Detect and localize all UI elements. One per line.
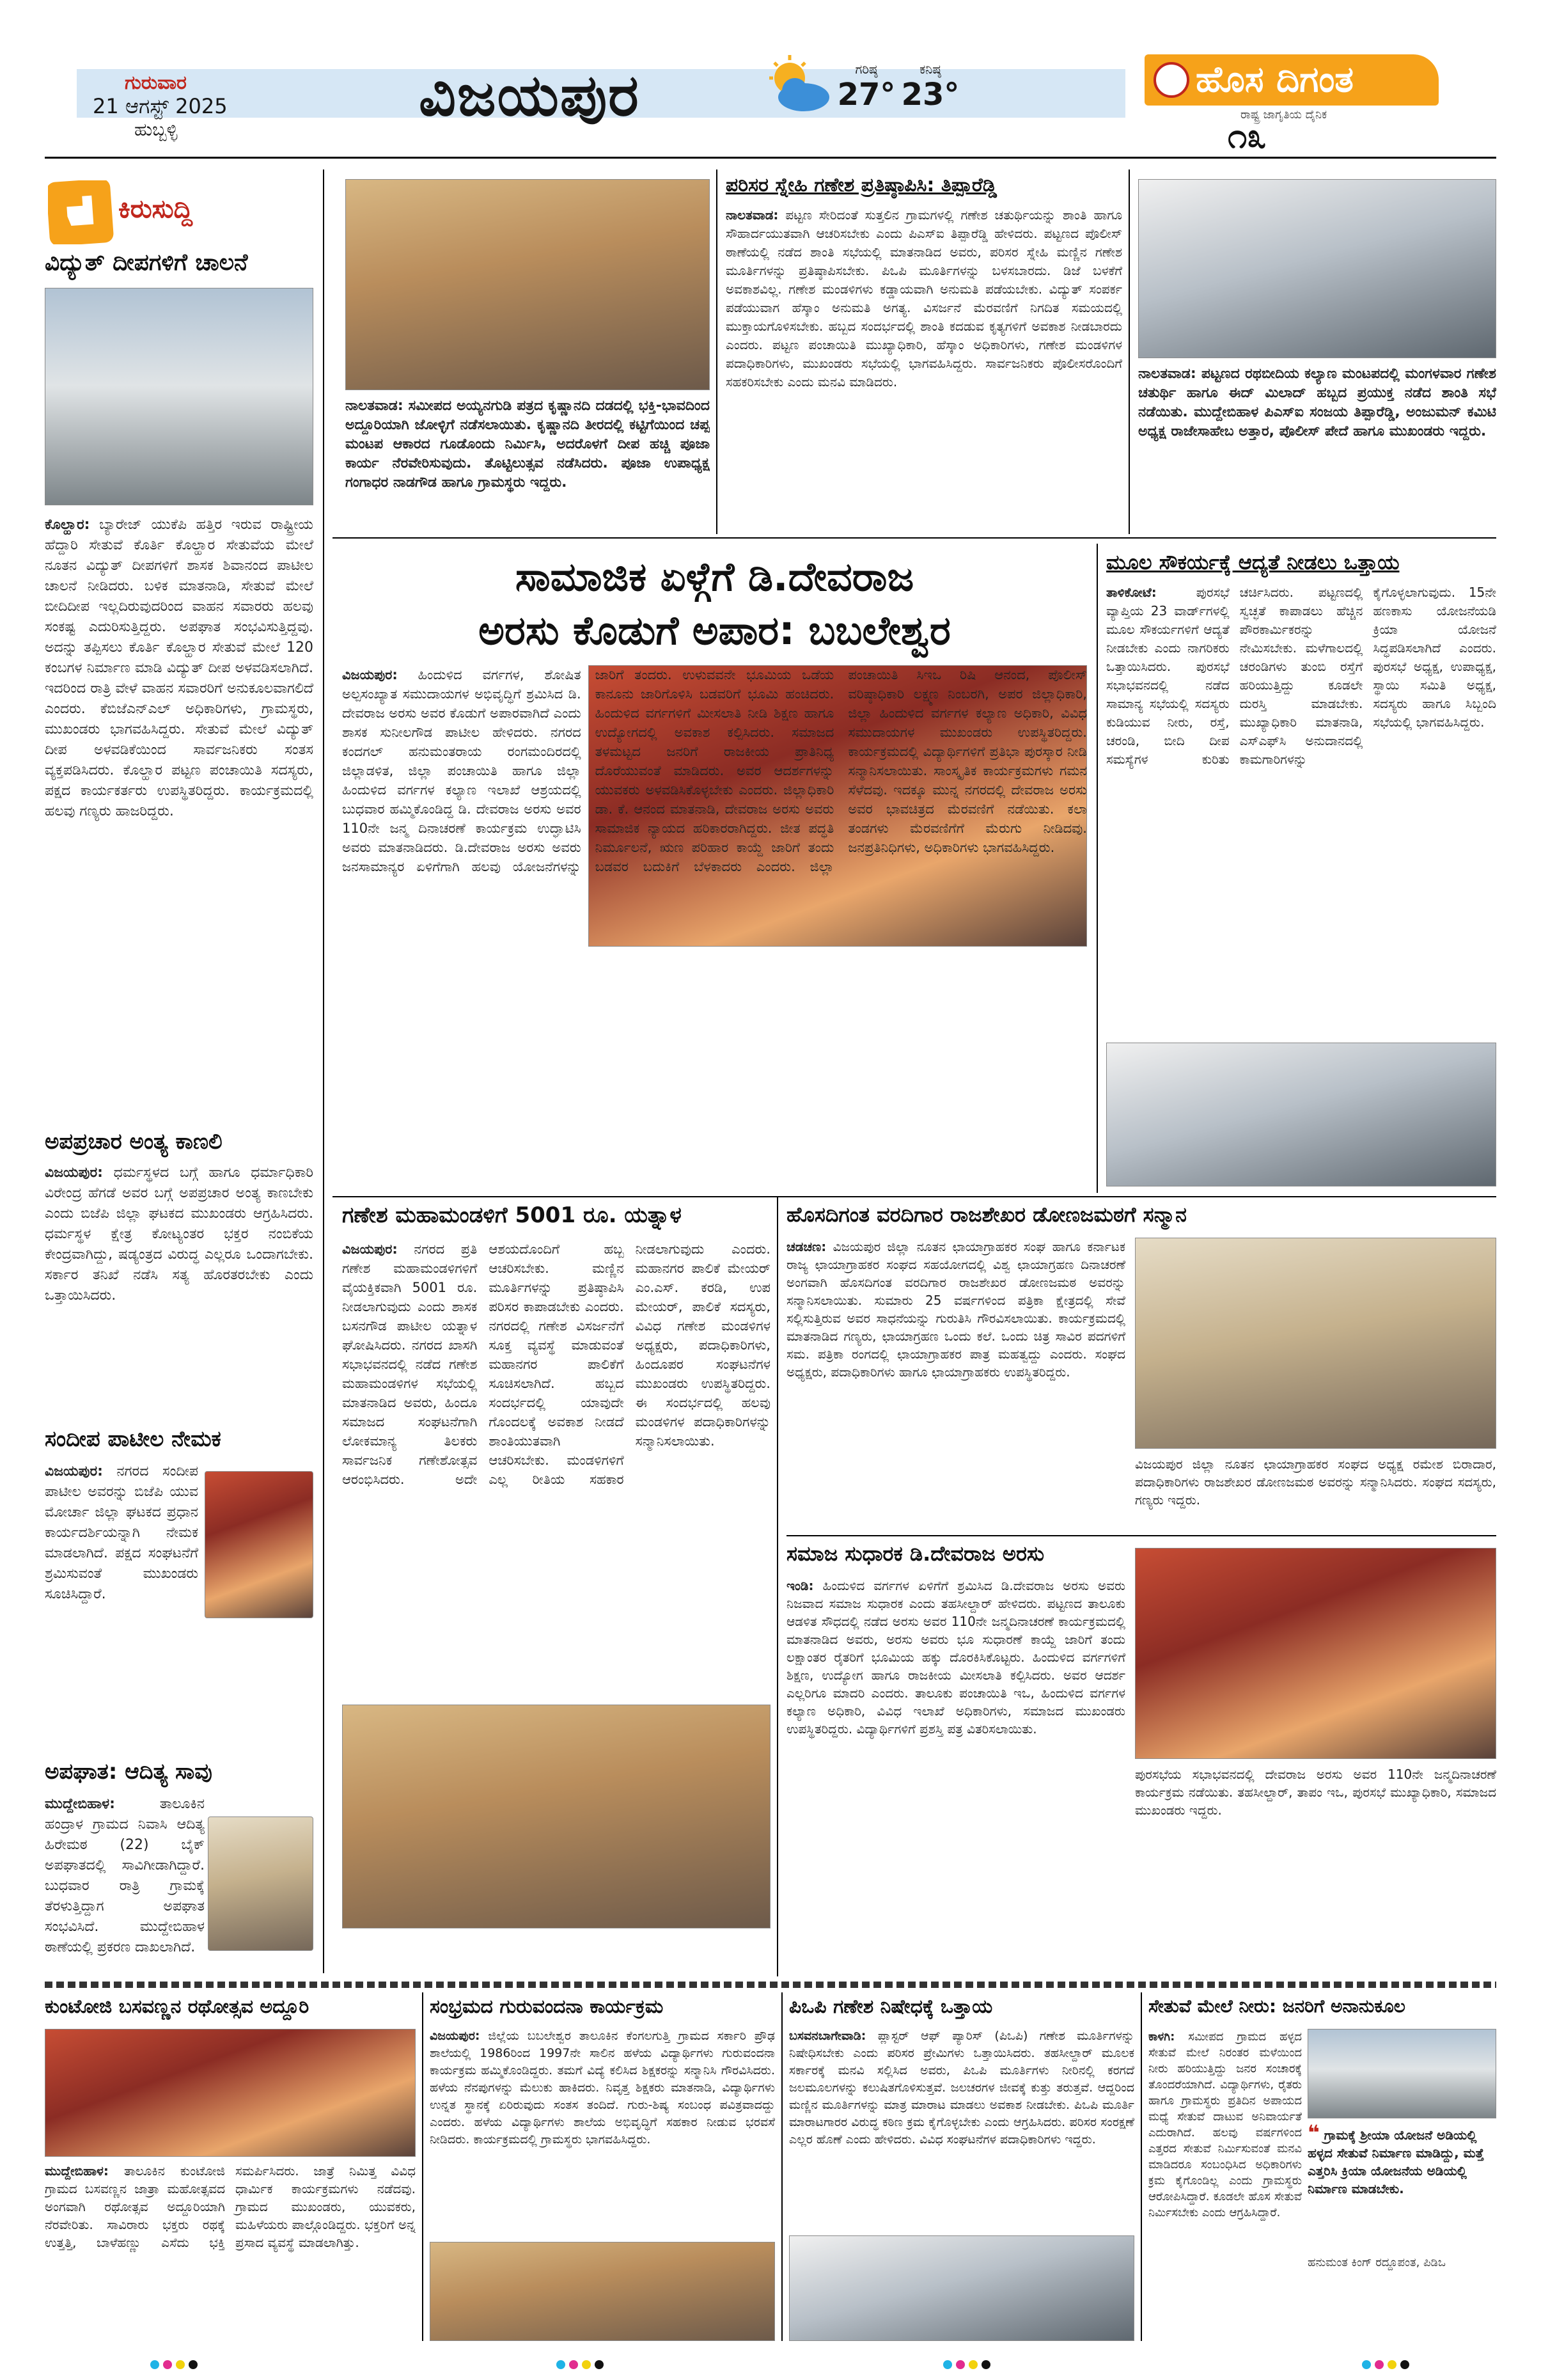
magenta-dot bbox=[163, 2360, 172, 2369]
top-right-caption: ನಾಲತವಾಡ: ಪಟ್ಟಣದ ರಥಬೀದಿಯ ಕಲ್ಯಾಣ ಮಂಟಪದಲ್ಲಿ ಮಂಗಳವಾರ ಗಣೇಶ ಚತುರ್ಥಿ ಹಾಗೂ ಈದ್ ಮಿಲಾದ್ ಹಬ್ಬದ ಪ್ರಯುಕ್ತ ನಡೆದ ಶಾಂತಿ ಸಭೆ ನಡೆಯಿತು. ಮುದ್ದೇಬಿಹಾಳ ಪಿಎಸ್ಐ ಸಂಜಯ ತಿಪ್ಪಾರೆಡ್ಡಿ, ಅಂಜುಮನ್ ಕಮಿಟಿ ಅಧ್ಯಕ್ಷ ರಾಜೇಸಾಹೇಬ ಅತ್ತಾರ, ಪೊಲೀಸ್ ಪೇದೆ ಹಾಗೂ ಮುಖಂಡರು ಇದ್ದರು. bbox=[1138, 366, 1496, 439]
ganesha-text: ವಿಜಯಪುರ: ನಗರದ ಪ್ರತಿ ಗಣೇಶ ಮಹಾಮಂಡಳಿಗಳಿಗೆ ವೈಯಕ್ತಿಕವಾಗಿ 5001 ರೂ. ನೀಡಲಾಗುವುದು ಎಂದು ಶಾಸಕ ಬಸನಗೌಡ ಪಾಟೀಲ ಯತ್ನಾಳ ಘೋಷಿಸಿದರು. ನಗರದ ಖಾಸಗಿ ಸಭಾಭವನದಲ್ಲಿ ನಡೆದ ಗಣೇಶ ಮಹಾಮಂಡಳಿಗಳ ಸಭೆಯಲ್ಲಿ ಮಾತನಾಡಿದ ಅವರು, ಹಿಂದೂ ಸಮಾಜದ ಸಂಘಟನೆಗಾಗಿ ಲೋಕಮಾನ್ಯ ತಿಲಕರು ಸಾರ್ವಜನಿಕ ಗಣೇಶೋತ್ಸವ ಆರಂಭಿಸಿದರು. ಅದೇ ಆಶಯದೊಂದಿಗೆ ಹಬ್ಬ ಆಚರಿಸಬೇಕು. ಮಣ್ಣಿನ ಮೂರ್ತಿಗಳನ್ನು ಪ್ರತಿಷ್ಠಾಪಿಸಿ ಪರಿಸರ ಕಾಪಾಡಬೇಕು ಎಂದರು. ನಗರದಲ್ಲಿ ಗಣೇಶ ವಿಸರ್ಜನೆಗೆ ಸೂಕ್ತ ವ್ಯವಸ್ಥೆ ಮಾಡುವಂತೆ ಮಹಾನಗರ ಪಾಲಿಕೆಗೆ ಸೂಚಿಸಲಾಗಿದೆ. ಹಬ್ಬದ ಸಂದರ್ಭದಲ್ಲಿ ಯಾವುದೇ ಗೊಂದಲಕ್ಕೆ ಅವಕಾಶ ನೀಡದೆ ಶಾಂತಿಯುತವಾಗಿ ಆಚರಿಸಬೇಕು. ಮಂಡಳಿಗಳಿಗೆ ಎಲ್ಲ ರೀತಿಯ ಸಹಕಾರ ನೀಡಲಾಗುವುದು ಎಂದರು. ಮಹಾನಗರ ಪಾಲಿಕೆ ಮೇಯರ್ ಎಂ.ಎಸ್. ಕರಡಿ, ಉಪ ಮೇಯರ್, ಪಾಲಿಕೆ ಸದಸ್ಯರು, ವಿವಿಧ ಗಣೇಶ ಮಂಡಳಿಗಳ ಅಧ್ಯಕ್ಷರು, ಪದಾಧಿಕಾರಿಗಳು, ಹಿಂದೂಪರ ಸಂಘಟನೆಗಳ ಮುಖಂಡರು ಉಪಸ್ಥಿತರಿದ್ದರು. ಈ ಸಂದರ್ಭದಲ್ಲಿ ಹಲವು ಮಂಡಳಿಗಳ ಪದಾಧಿಕಾರಿಗಳನ್ನು ಸನ್ಮಾನಿಸಲಾಯಿತು. bbox=[342, 1241, 770, 1487]
masthead-rule bbox=[45, 157, 1496, 159]
reformer-text: ಇಂಡಿ: ಹಿಂದುಳಿದ ವರ್ಗಗಳ ಏಳಿಗೆಗೆ ಶ್ರಮಿಸಿದ ಡಿ.ದೇವರಾಜ ಅರಸು ಅವರು ನಿಜವಾದ ಸಮಾಜ ಸುಧಾರಕ ಎಂದು ತಹಸೀಲ್ದಾರ್ ಹೇಳಿದರು. ಪಟ್ಟಣದ ತಾಲೂಕು ಆಡಳಿತ ಸೌಧದಲ್ಲಿ ನಡೆದ ಅರಸು ಅವರ 110ನೇ ಜನ್ಮದಿನಾಚರಣೆ ಕಾರ್ಯಕ್ರಮದಲ್ಲಿ ಮಾತನಾಡಿದ ಅವರು, ಅರಸು ಅವರು ಭೂ ಸುಧಾರಣೆ ಕಾಯ್ದೆ ಜಾರಿಗೆ ತಂದು ಲಕ್ಷಾಂತರ ರೈತರಿಗೆ ಭೂಮಿಯ ಹಕ್ಕು ದೊರಕಿಸಿಕೊಟ್ಟರು. ಹಿಂದುಳಿದ ವರ್ಗಗಳಿಗೆ ಶಿಕ್ಷಣ, ಉದ್ಯೋಗ ಹಾಗೂ ರಾಜಕೀಯ ಮೀಸಲಾತಿ ಕಲ್ಪಿಸಿದರು. ಅವರ ಆದರ್ಶ ಎಲ್ಲರಿಗೂ ಮಾದರಿ ಎಂದರು. ತಾಲೂಕು ಪಂಚಾಯಿತಿ ಇಒ, ಹಿಂದುಳಿದ ವರ್ಗಗಳ ಕಲ್ಯಾಣ ಅಧಿಕಾರಿ, ವಿವಿಧ ಇಲಾಖೆ ಅಧಿಕಾರಿಗಳು, ಸಮಾಜದ ಮುಖಂಡರು ಉಪಸ್ಥಿತರಿದ್ದರು. ವಿದ್ಯಾರ್ಥಿಗಳಿಗೆ ಪ್ರಶಸ್ತಿ ಪತ್ರ ವಿತರಿಸಲಾಯಿತು. bbox=[786, 1578, 1125, 1737]
pointing-hand-icon bbox=[48, 180, 114, 244]
honor-rule bbox=[786, 1535, 1496, 1536]
reformer-photo-caption: ಪುರಸಭೆಯ ಸಭಾಭವನದಲ್ಲಿ ದೇವರಾಜ ಅರಸು ಅವರ 110ನೇ ಜನ್ಮದಿನಾಚರಣೆ ಕಾರ್ಯಕ್ರಮ ನಡೆಯಿತು. ತಹಸೀಲ್ದಾರ್, ತಾಪಂ ಇಒ, ಪುರಸಭೆ ಮುಖ್ಯಾಧಿಕಾರಿ, ಸಮಾಜದ ಮುಖಂಡರು ಇದ್ದರು. bbox=[1135, 1767, 1496, 1818]
ganesha-meeting-photo bbox=[342, 1705, 770, 1928]
b4-photo bbox=[1308, 2029, 1496, 2118]
top-row-rule bbox=[332, 537, 1496, 539]
black-dot bbox=[189, 2360, 198, 2369]
registration-dots-4 bbox=[1362, 2360, 1420, 2373]
b4-quote-by: ಹನುಮಂತ ಕಿಂಗ್ ರದ್ದೂಪಂತ, ಪಿಡಿಒ bbox=[1308, 2256, 1446, 2269]
day-label: ಗುರುವಾರ bbox=[125, 72, 187, 94]
top-divider-1 bbox=[716, 169, 717, 534]
reformer-title: ಸಮಾಜ ಸುಧಾರಕ ಡಿ.ದೇವರಾಜ ಅರಸು bbox=[786, 1541, 1045, 1566]
b4-title: ಸೇತುವೆ ಮೇಲೆ ನೀರು: ಜನರಿಗೆ ಅನಾನುಕೂಲ bbox=[1148, 1996, 1405, 2017]
registration-dots-2 bbox=[556, 2360, 614, 2373]
s2-text: ವಿಜಯಪುರ: ಧರ್ಮಸ್ಥಳದ ಬಗ್ಗೆ ಹಾಗೂ ಧರ್ಮಾಧಿಕಾರಿ ವಿರೇಂದ್ರ ಹೆಗಡೆ ಅವರ ಬಗ್ಗೆ ಅಪಪ್ರಚಾರ ಅಂತ್ಯ ಕಾಣಬೇಕು ಎಂದು ಬಿಜೆಪಿ ಜಿಲ್ಲಾ ಘಟಕದ ಮುಖಂಡರು ಆಗ್ರಹಿಸಿದರು. ಧರ್ಮಸ್ಥಳ ಕ್ಷೇತ್ರ ಕೋಟ್ಯಂತರ ಭಕ್ತರ ನಂಬಿಕೆಯ ಕೇಂದ್ರವಾಗಿದ್ದು, ಷಡ್ಯಂತ್ರದ ವಿರುದ್ಧ ಎಲ್ಲರೂ ಒಂದಾಗಬೇಕು. ಸರ್ಕಾರ ತನಿಖೆ ನಡೆಸಿ ಸತ್ಯ ಹೊರತರಬೇಕು ಎಂದು ಒತ್ತಾಯಿಸಿದರು. bbox=[45, 1165, 313, 1304]
brand-logo-icon bbox=[1154, 62, 1189, 98]
b1-text: ಮುದ್ದೇಬಿಹಾಳ: ತಾಲೂಕಿನ ಕುಂಟೋಜಿ ಗ್ರಾಮದ ಬಸವಣ್ಣನ ಜಾತ್ರಾ ಮಹೋತ್ಸವದ ಅಂಗವಾಗಿ ರಥೋತ್ಸವ ಅದ್ದೂರಿಯಾಗಿ ನೆರವೇರಿತು. ಸಾವಿರಾರು ಭಕ್ತರು ರಥಕ್ಕೆ ಉತ್ತತ್ತಿ, ಬಾಳೆಹಣ್ಣು ಎಸೆದು ಭಕ್ತಿ ಸಮರ್ಪಿಸಿದರು. ಜಾತ್ರೆ ನಿಮಿತ್ತ ವಿವಿಧ ಧಾರ್ಮಿಕ ಕಾರ್ಯಕ್ರಮಗಳು ನಡೆದವು. ಗ್ರಾಮದ ಮುಖಂಡರು, ಯುವಕರು, ಮಹಿಳೆಯರು ಪಾಲ್ಗೊಂಡಿದ್ದರು. ಭಕ್ತರಿಗೆ ಅನ್ನ ಪ್ರಸಾದ ವ್ಯವಸ್ಥೆ ಮಾಡಲಾಗಿತ್ತು. bbox=[45, 2163, 416, 2250]
page-number: ೧೩ bbox=[1228, 116, 1267, 156]
yellow-dot bbox=[176, 2360, 185, 2369]
bottom-divider-2 bbox=[781, 1992, 783, 2341]
s1-text: ಕೊಲ್ಹಾರ: ಬ್ಯಾರೇಜ್ ಯುಕೆಪಿ ಹತ್ತಿರ ಇರುವ ರಾಷ್ಟ್ರೀಯ ಹೆದ್ದಾರಿ ಸೇತುವೆ ಕೊರ್ತಿ ಕೊಲ್ಹಾರ ಸೇತುವೆಯ ಮೇಲೆ ನೂತನ ವಿದ್ಯುತ್ ದೀಪಗಳಿಗೆ ಶಾಸಕ ಶಿವಾನಂದ ಪಾಟೀಲ ಚಾಲನೆ ನೀಡಿದರು. ಬಳಿಕ ಮಾತನಾಡಿ, ಸೇತುವೆ ಮೇಲೆ ಬೀದಿದೀಪ ಇಲ್ಲದಿರುವುದರಿಂದ ವಾಹನ ಸವಾರರು ಹಲವು ಸಂಕಷ್ಟ ಎದುರಿಸುತ್ತಿದ್ದರು. ಅಪಘಾತ ಸಂಭವಿಸುತ್ತಿದ್ದವು. ಅದನ್ನು ತಪ್ಪಿಸಲು ಕೊರ್ತಿ ಕೊಲ್ಹಾರ ಸೇತುವೆ ಮೇಲೆ 120 ಕಂಬಗಳ ನಿರ್ಮಾಣ ಮಾಡಿ ವಿದ್ಯುತ್ ದೀಪ ಅಳವಡಿಸಲಾಗಿದೆ. ಇದರಿಂದ ರಾತ್ರಿ ವೇಳೆ ವಾಹನ ಸವಾರರಿಗೆ ಅನುಕೂಲವಾಗಲಿದೆ ಎಂದರು. ಕೆಬಿಜೆಎನ್ಎಲ್ ಅಧಿಕಾರಿಗಳು, ಗ್ರಾಮಸ್ಥರು, ಮುಖಂಡರು ಭಾಗವಹಿಸಿದ್ದರು. ಸೇತುವೆ ಮೇಲೆ ವಿದ್ಯುತ್ ದೀಪ ಅಳವಡಿಕೆಯಿಂದ ಸಾರ್ವಜನಿಕರು ಸಂತಸ ವ್ಯಕ್ತಪಡಿಸಿದರು. ಕೊಲ್ಹಾರ ಪಟ್ಟಣ ಪಂಚಾಯಿತಿ ಸದಸ್ಯರು, ಪಕ್ಷದ ಕಾರ್ಯಕರ್ತರು ಉಪಸ್ಥಿತರಿದ್ದರು. ಕಾರ್ಯಕ್ರಮದಲ್ಲಿ ಹಲವು ಗಣ್ಯರು ಹಾಜರಿದ್ದರು. bbox=[45, 517, 313, 819]
s3-text: ವಿಜಯಪುರ: ನಗರದ ಸಂದೀಪ ಪಾಟೀಲ ಅವರನ್ನು ಬಿಜೆಪಿ ಯುವ ಮೋರ್ಚಾ ಜಿಲ್ಲಾ ಘಟಕದ ಪ್ರಧಾನ ಕಾರ್ಯದರ್ಶಿಯನ್ನಾಗಿ ನೇಮಕ ಮಾಡಲಾಗಿದೆ. ಪಕ್ಷದ ಸಂಘಟನೆಗೆ ಶ್ರಮಿಸುವಂತೆ ಮುಖಂಡರು ಸೂಚಿಸಿದ್ದಾರೆ. bbox=[45, 1463, 198, 1602]
quote-icon: ❝ bbox=[1308, 2124, 1320, 2145]
s1-title: ವಿದ್ಯುತ್ ದೀಪಗಳಿಗೆ ಚಾಲನೆ bbox=[45, 249, 248, 276]
b2-photo bbox=[430, 2242, 775, 2341]
b3-title: ಪಿಒಪಿ ಗಣೇಶ ನಿಷೇಧಕ್ಕೆ ಒತ್ತಾಯ bbox=[789, 1996, 993, 2018]
weather-icon bbox=[764, 51, 834, 122]
s3-title: ಸಂದೀಪ ಪಾಟೀಲ ನೇಮಕ bbox=[45, 1426, 221, 1452]
top-right-photo bbox=[1138, 179, 1496, 358]
right-text: ತಾಳಿಕೋಟೆ: ಪುರಸಭೆ ವ್ಯಾಪ್ತಿಯ 23 ವಾರ್ಡ್‌ಗಳಲ್ಲಿ ಮೂಲ ಸೌಕರ್ಯಗಳಿಗೆ ಆದ್ಯತೆ ನೀಡಬೇಕು ಎಂದು ನಾಗರಿಕರು ಒತ್ತಾಯಿಸಿದರು. ಪುರಸಭೆ ಸಭಾಭವನದಲ್ಲಿ ನಡೆದ ಸಾಮಾನ್ಯ ಸಭೆಯಲ್ಲಿ ಸದಸ್ಯರು ಕುಡಿಯುವ ನೀರು, ರಸ್ತೆ, ಚರಂಡಿ, ಬೀದಿ ದೀಪ ಸಮಸ್ಯೆಗಳ ಕುರಿತು ಚರ್ಚಿಸಿದರು. ಪಟ್ಟಣದಲ್ಲಿ ಸ್ವಚ್ಛತೆ ಕಾಪಾಡಲು ಹೆಚ್ಚಿನ ಪೌರಕಾರ್ಮಿಕರನ್ನು ನೇಮಿಸಬೇಕು. ಮಳೆಗಾಲದಲ್ಲಿ ಚರಂಡಿಗಳು ತುಂಬಿ ರಸ್ತೆಗೆ ಹರಿಯುತ್ತಿದ್ದು ಕೂಡಲೇ ದುರಸ್ತಿ ಮಾಡಬೇಕು. ಮುಖ್ಯಾಧಿಕಾರಿ ಮಾತನಾಡಿ, ಎಸ್‌ಎಫ್‌ಸಿ ಅನುದಾನದಲ್ಲಿ ಕಾಮಗಾರಿಗಳನ್ನು ಕೈಗೊಳ್ಳಲಾಗುವುದು. 15ನೇ ಹಣಕಾಸು ಯೋಜನೆಯಡಿ ಕ್ರಿಯಾ ಯೋಜನೆ ಸಿದ್ಧಪಡಿಸಲಾಗಿದೆ ಎಂದರು. ಪುರಸಭೆ ಅಧ್ಯಕ್ಷ, ಉಪಾಧ್ಯಕ್ಷ, ಸ್ಥಾಯಿ ಸಮಿತಿ ಅಧ್ಯಕ್ಷ, ಸದಸ್ಯರು ಹಾಗೂ ಸಿಬ್ಬಂದಿ ಸಭೆಯಲ್ಲಿ ಭಾಗವಹಿಸಿದ್ದರು. bbox=[1106, 585, 1496, 767]
temp-max: ಗರಿಷ್ಠ 27° bbox=[837, 61, 896, 113]
registration-dots-1 bbox=[150, 2360, 208, 2373]
main-title-line-1: ಸಾಮಾಜಿಕ ಏಳ್ಗೆಗೆ ಡಿ.ದೇವರಾಜ bbox=[515, 553, 914, 600]
mid-title: ಪರಿಸರ ಸ್ನೇಹಿ ಗಣೇಶ ಪ್ರತಿಷ್ಠಾಪಿಸಿ: ತಿಪ್ಪಾರೆಡ್ಡಿ bbox=[726, 174, 997, 196]
ganesha-divider bbox=[777, 1196, 778, 1976]
city-title: ವಿಜಯಪುರ bbox=[419, 62, 640, 129]
b4-quote: ❝ ಗ್ರಾಮಕ್ಕೆ ಶ್ರೀಯಾ ಯೋಜನೆ ಅಡಿಯಲ್ಲಿ ಹಳ್ಳದ ಸೇತುವೆ ನಿರ್ಮಾಣ ಮಾಡಿದ್ದು, ಮತ್ತೆ ಎತ್ತರಿಸಿ ಕ್ರಿಯಾ ಯೋಜನೆಯ ಅಡಿಯಲ್ಲಿ ನಿರ್ಮಾಣ ಮಾಡಬೇಕು. bbox=[1308, 2124, 1496, 2251]
right-title: ಮೂಲ ಸೌಕರ್ಯಕ್ಕೆ ಆದ್ಯತೆ ನೀಡಲು ಒತ್ತಾಯ bbox=[1106, 550, 1400, 574]
b1-photo bbox=[45, 2029, 416, 2157]
bottom-divider-1 bbox=[422, 1992, 423, 2341]
b3-photo bbox=[789, 2235, 1134, 2341]
brand-sub: ರಾಷ್ಟ್ರ ಜಾಗೃತಿಯ ದೈನಿಕ bbox=[1240, 108, 1327, 122]
bridge-lights-photo bbox=[45, 288, 313, 505]
s2-title: ಅಪಪ್ರಚಾರ ಅಂತ್ಯ ಕಾಣಲಿ bbox=[45, 1129, 223, 1155]
mid-text: ನಾಲತವಾಡ: ಪಟ್ಟಣ ಸೇರಿದಂತೆ ಸುತ್ತಲಿನ ಗ್ರಾಮಗಳಲ್ಲಿ ಗಣೇಶ ಚತುರ್ಥಿಯನ್ನು ಶಾಂತಿ ಹಾಗೂ ಸೌಹಾರ್ದಯುತವಾಗಿ ಆಚರಿಸಬೇಕು ಎಂದು ಪಿಎಸ್ಐ ತಿಪ್ಪಾರೆಡ್ಡಿ ಹೇಳಿದರು. ಪಟ್ಟಣದ ಪೊಲೀಸ್ ಠಾಣೆಯಲ್ಲಿ ನಡೆದ ಶಾಂತಿ ಸಭೆಯಲ್ಲಿ ಮಾತನಾಡಿದ ಅವರು, ಪರಿಸರ ಸ್ನೇಹಿ ಮಣ್ಣಿನ ಗಣೇಶ ಮೂರ್ತಿಗಳನ್ನು ಪ್ರತಿಷ್ಠಾಪಿಸಬೇಕು. ಪಿಒಪಿ ಮೂರ್ತಿಗಳನ್ನು ಬಳಸಬಾರದು. ಡಿಜೆ ಬಳಕೆಗೆ ಅವಕಾಶವಿಲ್ಲ. ಗಣೇಶ ಮಂಡಳಿಗಳು ಕಡ್ಡಾಯವಾಗಿ ಅನುಮತಿ ಪಡೆಯಬೇಕು. ವಿದ್ಯುತ್ ಸಂಪರ್ಕ ಪಡೆಯುವಾಗ ಹೆಸ್ಕಾಂ ಅನುಮತಿ ಅಗತ್ಯ. ವಿಸರ್ಜನೆ ಮೆರವಣಿಗೆ ನಿಗದಿತ ಸಮಯದಲ್ಲಿ ಮುಕ್ತಾಯಗೊಳಿಸಬೇಕು. ಹಬ್ಬದ ಸಂದರ್ಭದಲ್ಲಿ ಶಾಂತಿ ಕದಡುವ ಕೃತ್ಯಗಳಿಗೆ ಅವಕಾಶ ನೀಡಬಾರದು ಎಂದರು. ಪಟ್ಟಣ ಪಂಚಾಯಿತಿ ಮುಖ್ಯಾಧಿಕಾರಿ, ಹೆಸ್ಕಾಂ ಅಧಿಕಾರಿಗಳು, ಗಣೇಶ ಮಂಡಳಿಗಳ ಪದಾಧಿಕಾರಿಗಳು, ಮುಖಂಡರು ಸಭೆಯಲ್ಲಿ ಭಾಗವಹಿಸಿದ್ದರು. ಸಾರ್ವಜನಿಕರು ಪೊಲೀಸರೊಂದಿಗೆ ಸಹಕರಿಸಬೇಕು ಎಂದು ಮನವಿ ಮಾಡಿದರು. bbox=[726, 207, 1122, 390]
aditya-portrait bbox=[208, 1817, 313, 1951]
date-label: 21 ಆಗಸ್ಟ್ 2025 bbox=[93, 94, 228, 118]
middle-row-rule bbox=[332, 1196, 1496, 1197]
main-headline bbox=[342, 550, 1087, 659]
s4-text: ಮುದ್ದೇಬಿಹಾಳ: ತಾಲೂಕಿನ ಹಂದ್ರಾಳ ಗ್ರಾಮದ ನಿವಾಸಿ ಆದಿತ್ಯ ಹಿರೇಮಠ (22) ಬೈಕ್ ಅಪಘಾತದಲ್ಲಿ ಸಾವಿಗೀಡಾಗಿದ್ದಾರೆ. ಬುಧವಾರ ರಾತ್ರಿ ಗ್ರಾಮಕ್ಕೆ ತೆರಳುತ್ತಿದ್ದಾಗ ಅಪಘಾತ ಸಂಭವಿಸಿದೆ. ಮುದ್ದೇಬಿಹಾಳ ಠಾಣೆಯಲ್ಲಿ ಪ್ರಕರಣ ದಾಖಲಾಗಿದೆ. bbox=[45, 1796, 205, 1955]
main-title-line-2: ಅರಸು ಕೊಡುಗೆ ಅಪಾರ: ಬಬಲೇಶ್ವರ bbox=[478, 607, 951, 654]
top-left-caption: ನಾಲತವಾಡ: ಸಮೀಪದ ಅಯ್ಯನಗುಡಿ ಪತ್ರದ ಕೃಷ್ಣಾನದಿ ದಡದಲ್ಲಿ ಭಕ್ತಿ-ಭಾವದಿಂದ ಅದ್ದೂರಿಯಾಗಿ ಜೋಳ್ಳಿಗೆ ನಡೆಸಲಾಯಿತು. ಕೃಷ್ಣಾನದಿ ತೀರದಲ್ಲಿ ಕಟ್ಟಿಗೆಯಿಂದ ಚಪ್ಪ ಮಂಟಪ ಆಕಾರದ ಗೂಡೊಂದು ನಿರ್ಮಿಸಿ, ಅದರೊಳಗೆ ದೀಪ ಹಚ್ಚಿ ಪೂಜಾ ಕಾರ್ಯ ನೆರವೇರಿಸುವುದು. ತೊಟ್ಟಿಲುತ್ಸವ ನಡೆಸಿದರು. ಪೂಜಾ ಉಪಾಧ್ಯಕ್ಷ ಗಂಗಾಧರ ನಾಡಗೌಡ ಹಾಗೂ ಗ್ರಾಮಸ್ಥರು ಇದ್ದರು. bbox=[345, 398, 710, 491]
right-meeting-photo bbox=[1106, 1043, 1496, 1186]
main-text: ವಿಜಯಪುರ: ಹಿಂದುಳಿದ ವರ್ಗಗಳ, ಶೋಷಿತ ಅಲ್ಪಸಂಖ್ಯಾತ ಸಮುದಾಯಗಳ ಅಭಿವೃದ್ಧಿಗೆ ಶ್ರಮಿಸಿದ ಡಿ. ದೇವರಾಜ ಅರಸು ಅವರ ಕೊಡುಗೆ ಅಪಾರವಾಗಿದೆ ಎಂದು ಶಾಸಕ ಸುನೀಲಗೌಡ ಪಾಟೀಲ ಹೇಳಿದರು. ನಗರದ ಕಂದಗಲ್ ಹನುಮಂತರಾಯ ರಂಗಮಂದಿರದಲ್ಲಿ ಜಿಲ್ಲಾಡಳಿತ, ಜಿಲ್ಲಾ ಪಂಚಾಯಿತಿ ಹಾಗೂ ಜಿಲ್ಲಾ ಹಿಂದುಳಿದ ವರ್ಗಗಳ ಕಲ್ಯಾಣ ಇಲಾಖೆ ಆಶ್ರಯದಲ್ಲಿ ಬುಧವಾರ ಹಮ್ಮಿಕೊಂಡಿದ್ದ ಡಿ. ದೇವರಾಜ ಅರಸು ಅವರ 110ನೇ ಜನ್ಮ ದಿನಾಚರಣೆ ಕಾರ್ಯಕ್ರಮ ಉದ್ಘಾಟಿಸಿ ಅವರು ಮಾತನಾಡಿದರು. ಡಿ.ದೇವರಾಜ ಅರಸು ಅವರು ಜನಸಾಮಾನ್ಯರ ಏಳಿಗೆಗಾಗಿ ಹಲವು ಯೋಜನೆಗಳನ್ನು ಜಾರಿಗೆ ತಂದರು. ಉಳುವವನೇ ಭೂಮಿಯ ಒಡೆಯ ಕಾನೂನು ಜಾರಿಗೊಳಿಸಿ ಬಡವರಿಗೆ ಭೂಮಿ ಹಂಚಿದರು. ಹಿಂದುಳಿದ ವರ್ಗಗಳಿಗೆ ಮೀಸಲಾತಿ ನೀಡಿ ಶಿಕ್ಷಣ ಹಾಗೂ ಉದ್ಯೋಗದಲ್ಲಿ ಅವಕಾಶ ಕಲ್ಪಿಸಿದರು. ಸಮಾಜದ ತಳಮಟ್ಟದ ಜನರಿಗೆ ರಾಜಕೀಯ ಪ್ರಾತಿನಿಧ್ಯ ದೊರೆಯುವಂತೆ ಮಾಡಿದರು. ಅವರ ಆದರ್ಶಗಳನ್ನು ಯುವಕರು ಅಳವಡಿಸಿಕೊಳ್ಳಬೇಕು ಎಂದರು. ಜಿಲ್ಲಾಧಿಕಾರಿ ಡಾ. ಕೆ. ಆನಂದ ಮಾತನಾಡಿ, ದೇವರಾಜ ಅರಸು ಅವರು ಸಾಮಾಜಿಕ ನ್ಯಾಯದ ಹರಿಕಾರರಾಗಿದ್ದರು. ಜೀತ ಪದ್ಧತಿ ನಿರ್ಮೂಲನೆ, ಋಣ ಪರಿಹಾರ ಕಾಯ್ದೆ ಜಾರಿಗೆ ತಂದು ಬಡವರ ಬದುಕಿಗೆ ಬೆಳಕಾದರು ಎಂದರು. ಜಿಲ್ಲಾ ಪಂಚಾಯಿತಿ ಸಿಇಒ ರಿಷಿ ಆನಂದ, ಪೊಲೀಸ್ ವರಿಷ್ಠಾಧಿಕಾರಿ ಲಕ್ಷ್ಮಣ ನಿಂಬರಗಿ, ಅಪರ ಜಿಲ್ಲಾಧಿಕಾರಿ, ಜಿಲ್ಲಾ ಹಿಂದುಳಿದ ವರ್ಗಗಳ ಕಲ್ಯಾಣ ಅಧಿಕಾರಿ, ವಿವಿಧ ಸಮುದಾಯಗಳ ಮುಖಂಡರು ಉಪಸ್ಥಿತರಿದ್ದರು. ಕಾರ್ಯಕ್ರಮದಲ್ಲಿ ವಿದ್ಯಾರ್ಥಿಗಳಿಗೆ ಪ್ರತಿಭಾ ಪುರಸ್ಕಾರ ನೀಡಿ ಸನ್ಮಾನಿಸಲಾಯಿತು. ಸಾಂಸ್ಕೃತಿಕ ಕಾರ್ಯಕ್ರಮಗಳು ಗಮನ ಸೆಳೆದವು. ಇದಕ್ಕೂ ಮುನ್ನ ನಗರದಲ್ಲಿ ದೇವರಾಜ ಅರಸು ಅವರ ಭಾವಚಿತ್ರದ ಮೆರವಣಿಗೆ ನಡೆಯಿತು. ಕಲಾ ತಂಡಗಳು ಮೆರವಣಿಗೆಗೆ ಮೆರುಗು ನೀಡಿದವು. ಜನಪ್ರತಿನಿಧಿಗಳು, ಅಧಿಕಾರಿಗಳು ಭಾಗವಹಿಸಿದ್ದರು. bbox=[342, 667, 1087, 874]
brand-name: ಹೊಸ ದಿಗಂತ bbox=[1196, 59, 1354, 100]
kirusuddi-badge bbox=[48, 180, 259, 244]
kirusuddi-label: ಕಿರುಸುದ್ದಿ bbox=[118, 194, 193, 224]
cyan-dot bbox=[150, 2360, 159, 2369]
b1-title: ಕುಂಟೋಜಿ ಬಸವಣ್ಣನ ರಥೋತ್ಸವ ಅದ್ದೂರಿ bbox=[45, 1996, 309, 2018]
b2-title: ಸಂಭ್ರಮದ ಗುರುವಂದನಾ ಕಾರ್ಯಕ್ರಮ bbox=[430, 1996, 664, 2018]
b4-text: ಕಾಳಗಿ: ಸಮೀಪದ ಗ್ರಾಮದ ಹಳ್ಳದ ಸೇತುವೆ ಮೇಲೆ ನಿರಂತರ ಮಳೆಯಿಂದ ನೀರು ಹರಿಯುತ್ತಿದ್ದು ಜನರ ಸಂಚಾರಕ್ಕೆ ತೊಂದರೆಯಾಗಿದೆ. ವಿದ್ಯಾರ್ಥಿಗಳು, ರೈತರು ಹಾಗೂ ಗ್ರಾಮಸ್ಥರು ಪ್ರತಿದಿನ ಅಪಾಯದ ಮಧ್ಯೆ ಸೇತುವೆ ದಾಟುವ ಅನಿವಾರ್ಯತೆ ಎದುರಾಗಿದೆ. ಹಲವು ವರ್ಷಗಳಿಂದ ಎತ್ತರದ ಸೇತುವೆ ನಿರ್ಮಿಸುವಂತೆ ಮನವಿ ಮಾಡಿದರೂ ಸಂಬಂಧಿಸಿದ ಅಧಿಕಾರಿಗಳು ಕ್ರಮ ಕೈಗೊಂಡಿಲ್ಲ ಎಂದು ಗ್ರಾಮಸ್ಥರು ಆರೋಪಿಸಿದ್ದಾರೆ. ಕೂಡಲೇ ಹೊಸ ಸೇತುವೆ ನಿರ್ಮಿಸಬೇಕು ಎಂದು ಆಗ್ರಹಿಸಿದ್ದಾರೆ. bbox=[1148, 2030, 1302, 2219]
bottom-rule-pattern bbox=[45, 1982, 1496, 1988]
main-right-divider bbox=[1097, 544, 1098, 1193]
s4-title: ಅಪಘಾತ: ಆದಿತ್ಯ ಸಾವು bbox=[45, 1759, 212, 1785]
b3-text: ಬಸವನಬಾಗೇವಾಡಿ: ಪ್ಲಾಸ್ಟರ್ ಆಫ್ ಪ್ಯಾರಿಸ್ (ಪಿಒಪಿ) ಗಣೇಶ ಮೂರ್ತಿಗಳನ್ನು ನಿಷೇಧಿಸಬೇಕು ಎಂದು ಪರಿಸರ ಪ್ರೇಮಿಗಳು ಒತ್ತಾಯಿಸಿದರು. ತಹಸೀಲ್ದಾರ್ ಮೂಲಕ ಸರ್ಕಾರಕ್ಕೆ ಮನವಿ ಸಲ್ಲಿಸಿದ ಅವರು, ಪಿಒಪಿ ಮೂರ್ತಿಗಳು ನೀರಿನಲ್ಲಿ ಕರಗದೆ ಜಲಮೂಲಗಳನ್ನು ಕಲುಷಿತಗೊಳಿಸುತ್ತವೆ. ಜಲಚರಗಳ ಜೀವಕ್ಕೆ ಕುತ್ತು ತರುತ್ತವೆ. ಆದ್ದರಿಂದ ಮಣ್ಣಿನ ಮೂರ್ತಿಗಳನ್ನು ಮಾತ್ರ ಮಾರಾಟ ಮಾಡಲು ಅವಕಾಶ ನೀಡಬೇಕು. ಪಿಒಪಿ ಮೂರ್ತಿ ಮಾರಾಟಗಾರರ ವಿರುದ್ಧ ಕಠಿಣ ಕ್ರಮ ಕೈಗೊಳ್ಳಬೇಕು ಎಂದು ಆಗ್ರಹಿಸಿದರು. ಪರಿಸರ ಸಂರಕ್ಷಣೆ ಎಲ್ಲರ ಹೊಣೆ ಎಂದು ಹೇಳಿದರು. ವಿವಿಧ ಸಂಘಟನೆಗಳ ಪದಾಧಿಕಾರಿಗಳು ಇದ್ದರು. bbox=[789, 2029, 1134, 2147]
top-divider-2 bbox=[1129, 169, 1130, 534]
honor-text: ಚಡಚಣ: ವಿಜಯಪುರ ಜಿಲ್ಲಾ ನೂತನ ಛಾಯಾಗ್ರಾಹಕರ ಸಂಘ ಹಾಗೂ ಕರ್ನಾಟಕ ರಾಜ್ಯ ಛಾಯಾಗ್ರಾಹಕರ ಸಂಘದ ಸಹಯೋಗದಲ್ಲಿ ವಿಶ್ವ ಛಾಯಾಗ್ರಹಣ ದಿನಾಚರಣೆ ಅಂಗವಾಗಿ ಹೊಸದಿಗಂತ ವರದಿಗಾರ ರಾಜಶೇಖರ ಡೋಣಜಮಠ ಅವರನ್ನು ಸನ್ಮಾನಿಸಲಾಯಿತು. ಸುಮಾರು 25 ವರ್ಷಗಳಿಂದ ಪತ್ರಿಕಾ ಕ್ಷೇತ್ರದಲ್ಲಿ ಸೇವೆ ಸಲ್ಲಿಸುತ್ತಿರುವ ಅವರ ಸಾಧನೆಯನ್ನು ಗುರುತಿಸಿ ಗೌರವಿಸಲಾಯಿತು. ಕಾರ್ಯಕ್ರಮದಲ್ಲಿ ಮಾತನಾಡಿದ ಗಣ್ಯರು, ಛಾಯಾಗ್ರಹಣ ಒಂದು ಕಲೆ. ಒಂದು ಚಿತ್ರ ಸಾವಿರ ಪದಗಳಿಗೆ ಸಮ. ಪತ್ರಿಕಾ ರಂಗದಲ್ಲಿ ಛಾಯಾಗ್ರಾಹಕರ ಪಾತ್ರ ಮಹತ್ವದ್ದು ಎಂದರು. ಸಂಘದ ಅಧ್ಯಕ್ಷರು, ಪದಾಧಿಕಾರಿಗಳು ಹಾಗೂ ಛಾಯಾಗ್ರಾಹಕರು ಉಪಸ್ಥಿತರಿದ್ದರು. bbox=[786, 1239, 1125, 1380]
date-block bbox=[80, 72, 272, 155]
bottom-divider-3 bbox=[1141, 1992, 1142, 2341]
b2-text: ವಿಜಯಪುರ: ಜಿಲ್ಲೆಯ ಬಬಲೇಶ್ವರ ತಾಲೂಕಿನ ಕೆಂಗಲಗುತ್ತಿ ಗ್ರಾಮದ ಸರ್ಕಾರಿ ಪ್ರೌಢ ಶಾಲೆಯಲ್ಲಿ 1986ರಿಂದ 1997ನೇ ಸಾಲಿನ ಹಳೆಯ ವಿದ್ಯಾರ್ಥಿಗಳು ಗುರುವಂದನಾ ಕಾರ್ಯಕ್ರಮ ಹಮ್ಮಿಕೊಂಡಿದ್ದರು. ತಮಗೆ ವಿದ್ಯೆ ಕಲಿಸಿದ ಶಿಕ್ಷಕರನ್ನು ಸನ್ಮಾನಿಸಿ ಗೌರವಿಸಿದರು. ಹಳೆಯ ನೆನಪುಗಳನ್ನು ಮೆಲುಕು ಹಾಕಿದರು. ನಿವೃತ್ತ ಶಿಕ್ಷಕರು ಮಾತನಾಡಿ, ವಿದ್ಯಾರ್ಥಿಗಳು ಉನ್ನತ ಸ್ಥಾನಕ್ಕೆ ಏರಿರುವುದು ಸಂತಸ ತಂದಿದೆ. ಗುರು-ಶಿಷ್ಯ ಸಂಬಂಧ ಪವಿತ್ರವಾದದ್ದು ಎಂದರು. ಹಳೆಯ ವಿದ್ಯಾರ್ಥಿಗಳು ಶಾಲೆಯ ಅಭಿವೃದ್ಧಿಗೆ ಸಹಕಾರ ನೀಡುವ ಭರವಸೆ ನೀಡಿದರು. ಕಾರ್ಯಕ್ರಮದಲ್ಲಿ ಗ್ರಾಮಸ್ಥರು ಭಾಗವಹಿಸಿದ್ದರು. bbox=[430, 2029, 775, 2147]
registration-dots-3 bbox=[943, 2360, 1001, 2373]
honor-photo-caption: ವಿಜಯಪುರ ಜಿಲ್ಲಾ ನೂತನ ಛಾಯಾಗ್ರಾಹಕರ ಸಂಘದ ಅಧ್ಯಕ್ಷ ರಮೇಶ ಬಿರಾದಾರ, ಪದಾಧಿಕಾರಿಗಳು ರಾಜಶೇಖರ ಡೋಣಜಮಠ ಅವರನ್ನು ಸನ್ಮಾನಿಸಿದರು. ಸಂಘದ ಸದಸ್ಯರು, ಗಣ್ಯರು ಇದ್ದರು. bbox=[1135, 1456, 1496, 1508]
sandeep-portrait bbox=[205, 1471, 313, 1618]
honor-photo bbox=[1135, 1238, 1496, 1449]
top-left-photo bbox=[345, 179, 710, 390]
brand-box bbox=[1145, 54, 1439, 160]
ganesha-title: ಗಣೇಶ ಮಹಾಮಂಡಳಿಗೆ 5001 ರೂ. ಯತ್ನಾಳ bbox=[342, 1202, 682, 1228]
masthead bbox=[0, 0, 1541, 160]
reformer-photo bbox=[1135, 1548, 1496, 1759]
honor-title: ಹೊಸದಿಗಂತ ವರದಿಗಾರ ರಾಜಶೇಖರ ಡೋಣಜಮಠಗೆ ಸನ್ಮಾನ bbox=[786, 1202, 1187, 1227]
place-label: ಹುಬ್ಬಳ್ಳಿ bbox=[134, 119, 178, 140]
left-col-divider bbox=[323, 169, 324, 1973]
temp-min: ಕನಿಷ್ಠ 23° bbox=[901, 61, 960, 113]
